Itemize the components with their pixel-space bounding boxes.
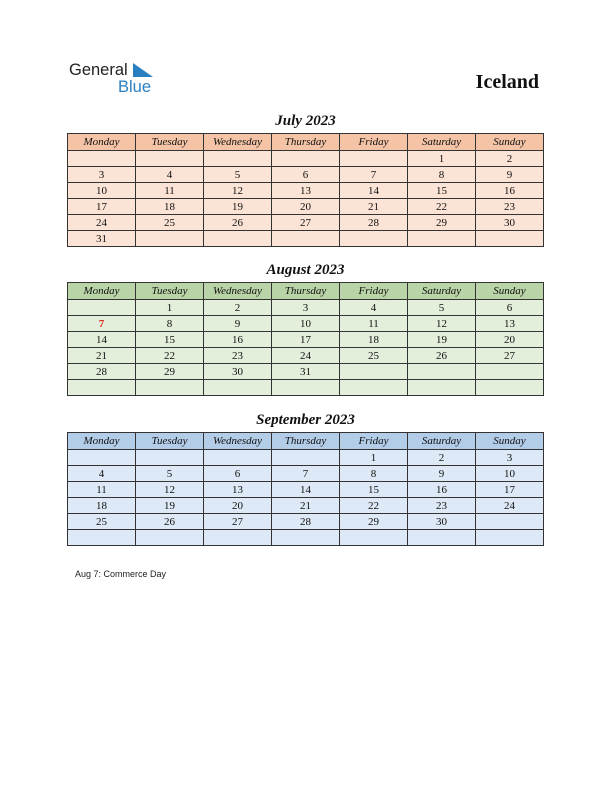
week-row	[68, 151, 544, 167]
empty-day-cell	[408, 364, 476, 380]
calendar-august	[67, 282, 544, 396]
weekday-header: Saturday	[408, 134, 476, 151]
day-cell: 4	[340, 300, 408, 316]
week-row	[68, 215, 544, 231]
empty-day-cell	[136, 151, 204, 167]
weekday-header: Sunday	[476, 134, 544, 151]
day-cell: 1	[340, 450, 408, 466]
empty-day-cell	[272, 151, 340, 167]
day-cell: 21	[272, 498, 340, 514]
day-cell: 2	[204, 300, 272, 316]
day-cell: 23	[476, 199, 544, 215]
day-cell: 9	[476, 167, 544, 183]
day-cell: 18	[136, 199, 204, 215]
weekday-header: Friday	[340, 134, 408, 151]
weekday-header: Sunday	[476, 283, 544, 300]
month-title-july: July 2023	[275, 113, 336, 129]
day-cell: 6	[204, 466, 272, 482]
empty-day-cell	[340, 530, 408, 546]
week-row	[68, 199, 544, 215]
empty-day-cell	[68, 450, 136, 466]
empty-day-cell	[136, 450, 204, 466]
day-cell: 23	[408, 498, 476, 514]
day-cell: 24	[272, 348, 340, 364]
empty-day-cell	[476, 364, 544, 380]
day-cell: 12	[408, 316, 476, 332]
empty-day-cell	[272, 530, 340, 546]
weekday-header: Monday	[68, 134, 136, 151]
day-cell: 26	[204, 215, 272, 231]
day-cell: 20	[476, 332, 544, 348]
day-cell: 27	[272, 215, 340, 231]
week-row	[68, 514, 544, 530]
day-cell: 18	[68, 498, 136, 514]
day-cell: 24	[476, 498, 544, 514]
day-cell: 25	[136, 215, 204, 231]
weekday-header: Thursday	[272, 134, 340, 151]
day-cell: 11	[340, 316, 408, 332]
day-cell: 15	[340, 482, 408, 498]
empty-day-cell	[272, 231, 340, 247]
day-cell: 11	[68, 482, 136, 498]
empty-day-cell	[408, 380, 476, 396]
day-cell: 6	[476, 300, 544, 316]
day-cell: 16	[204, 332, 272, 348]
weekday-header: Friday	[340, 433, 408, 450]
empty-day-cell	[476, 530, 544, 546]
day-cell: 28	[68, 364, 136, 380]
day-cell: 20	[204, 498, 272, 514]
day-cell: 31	[272, 364, 340, 380]
day-cell: 10	[68, 183, 136, 199]
day-cell: 10	[272, 316, 340, 332]
day-cell: 7	[272, 466, 340, 482]
week-row	[68, 450, 544, 466]
day-cell: 9	[408, 466, 476, 482]
empty-day-cell	[204, 151, 272, 167]
day-cell: 16	[408, 482, 476, 498]
month-title-august: August 2023	[266, 262, 345, 278]
day-cell: 17	[476, 482, 544, 498]
logo-word-blue: Blue	[118, 78, 152, 96]
day-cell: 22	[408, 199, 476, 215]
holiday-day-cell: 7	[68, 316, 136, 332]
day-cell: 6	[272, 167, 340, 183]
week-row	[68, 380, 544, 396]
day-cell: 5	[204, 167, 272, 183]
week-row	[68, 498, 544, 514]
day-cell: 2	[476, 151, 544, 167]
day-cell: 12	[204, 183, 272, 199]
week-row	[68, 183, 544, 199]
day-cell: 26	[408, 348, 476, 364]
day-cell: 8	[340, 466, 408, 482]
empty-day-cell	[136, 231, 204, 247]
day-cell: 7	[340, 167, 408, 183]
weekday-header-row	[68, 433, 544, 450]
day-cell: 11	[136, 183, 204, 199]
day-cell: 30	[408, 514, 476, 530]
day-cell: 24	[68, 215, 136, 231]
week-row	[68, 300, 544, 316]
day-cell: 16	[476, 183, 544, 199]
weekday-header: Thursday	[272, 283, 340, 300]
empty-day-cell	[272, 450, 340, 466]
day-cell: 17	[68, 199, 136, 215]
empty-day-cell	[204, 450, 272, 466]
day-cell: 20	[272, 199, 340, 215]
day-cell: 15	[408, 183, 476, 199]
week-row	[68, 364, 544, 380]
day-cell: 8	[136, 316, 204, 332]
empty-day-cell	[68, 530, 136, 546]
weekday-header: Tuesday	[136, 433, 204, 450]
weekday-header: Sunday	[476, 433, 544, 450]
week-row	[68, 167, 544, 183]
weekday-header: Wednesday	[204, 134, 272, 151]
day-cell: 18	[340, 332, 408, 348]
empty-day-cell	[408, 530, 476, 546]
empty-day-cell	[204, 231, 272, 247]
logo-triangle-icon	[133, 63, 153, 77]
day-cell: 21	[68, 348, 136, 364]
week-row	[68, 530, 544, 546]
weekday-header: Saturday	[408, 283, 476, 300]
day-cell: 14	[68, 332, 136, 348]
empty-day-cell	[136, 380, 204, 396]
weekday-header: Wednesday	[204, 283, 272, 300]
day-cell: 9	[204, 316, 272, 332]
week-row	[68, 466, 544, 482]
empty-day-cell	[136, 530, 204, 546]
day-cell: 13	[476, 316, 544, 332]
day-cell: 17	[272, 332, 340, 348]
calendar-july	[67, 133, 544, 247]
weekday-header: Friday	[340, 283, 408, 300]
day-cell: 30	[204, 364, 272, 380]
day-cell: 27	[204, 514, 272, 530]
empty-day-cell	[476, 380, 544, 396]
day-cell: 1	[136, 300, 204, 316]
day-cell: 14	[272, 482, 340, 498]
day-cell: 21	[340, 199, 408, 215]
empty-day-cell	[68, 300, 136, 316]
day-cell: 22	[340, 498, 408, 514]
day-cell: 30	[476, 215, 544, 231]
day-cell: 3	[272, 300, 340, 316]
empty-day-cell	[340, 231, 408, 247]
week-row	[68, 482, 544, 498]
day-cell: 8	[408, 167, 476, 183]
empty-day-cell	[68, 380, 136, 396]
week-row	[68, 332, 544, 348]
day-cell: 15	[136, 332, 204, 348]
week-row	[68, 348, 544, 364]
day-cell: 10	[476, 466, 544, 482]
weekday-header: Wednesday	[204, 433, 272, 450]
day-cell: 2	[408, 450, 476, 466]
logo-word-general: General	[69, 61, 128, 79]
day-cell: 19	[204, 199, 272, 215]
day-cell: 26	[136, 514, 204, 530]
weekday-header-row	[68, 283, 544, 300]
day-cell: 5	[136, 466, 204, 482]
day-cell: 3	[68, 167, 136, 183]
day-cell: 28	[340, 215, 408, 231]
week-row	[68, 316, 544, 332]
day-cell: 12	[136, 482, 204, 498]
day-cell: 22	[136, 348, 204, 364]
empty-day-cell	[204, 530, 272, 546]
empty-day-cell	[340, 364, 408, 380]
day-cell: 31	[68, 231, 136, 247]
month-title-september: September 2023	[256, 412, 355, 428]
day-cell: 1	[408, 151, 476, 167]
day-cell: 3	[476, 450, 544, 466]
day-cell: 19	[408, 332, 476, 348]
calendar-september	[67, 432, 544, 546]
country-title: Iceland	[475, 71, 539, 93]
empty-day-cell	[408, 231, 476, 247]
day-cell: 25	[340, 348, 408, 364]
weekday-header: Saturday	[408, 433, 476, 450]
day-cell: 4	[136, 167, 204, 183]
day-cell: 25	[68, 514, 136, 530]
day-cell: 19	[136, 498, 204, 514]
day-cell: 23	[204, 348, 272, 364]
day-cell: 28	[272, 514, 340, 530]
day-cell: 27	[476, 348, 544, 364]
day-cell: 4	[68, 466, 136, 482]
empty-day-cell	[68, 151, 136, 167]
holiday-footnote: Aug 7: Commerce Day	[75, 569, 167, 579]
weekday-header: Tuesday	[136, 134, 204, 151]
weekday-header: Monday	[68, 283, 136, 300]
day-cell: 14	[340, 183, 408, 199]
empty-day-cell	[476, 231, 544, 247]
empty-day-cell	[272, 380, 340, 396]
weekday-header: Tuesday	[136, 283, 204, 300]
generalblue-logo	[69, 60, 169, 96]
weekday-header: Monday	[68, 433, 136, 450]
empty-day-cell	[476, 514, 544, 530]
day-cell: 5	[408, 300, 476, 316]
week-row	[68, 231, 544, 247]
weekday-header-row	[68, 134, 544, 151]
day-cell: 13	[204, 482, 272, 498]
empty-day-cell	[340, 151, 408, 167]
weekday-header: Thursday	[272, 433, 340, 450]
day-cell: 29	[408, 215, 476, 231]
day-cell: 13	[272, 183, 340, 199]
day-cell: 29	[340, 514, 408, 530]
empty-day-cell	[204, 380, 272, 396]
empty-day-cell	[340, 380, 408, 396]
day-cell: 29	[136, 364, 204, 380]
